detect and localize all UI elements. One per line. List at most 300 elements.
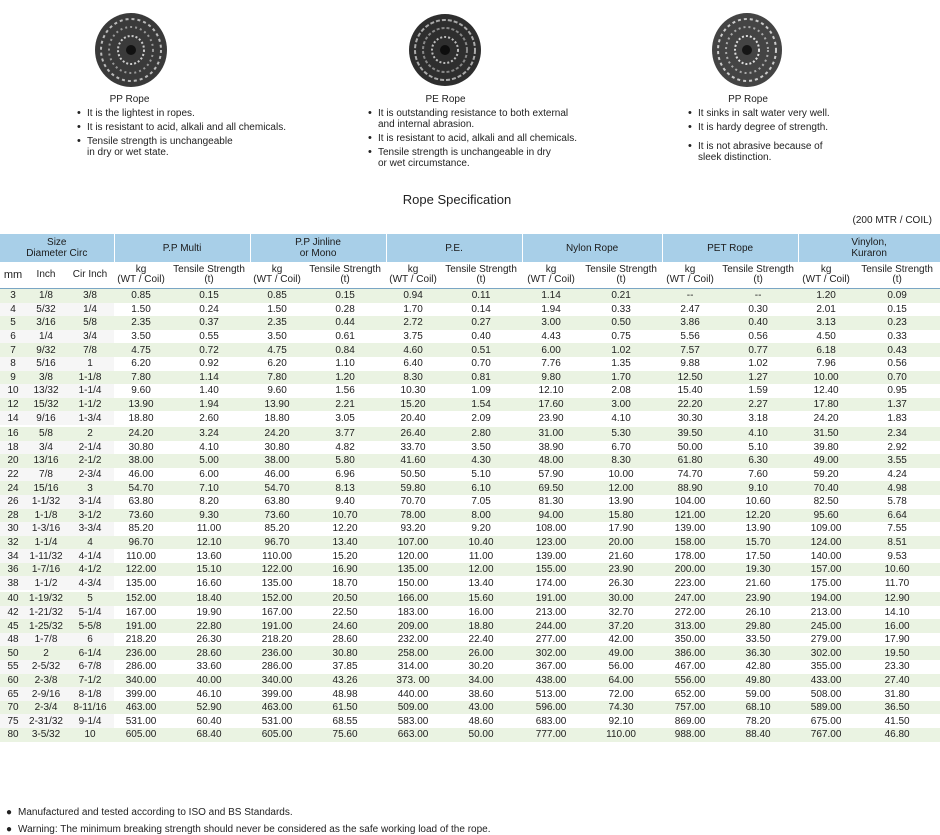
- table-cell: 3.05: [304, 411, 386, 426]
- table-cell: 1-1/2: [66, 398, 114, 412]
- kg-subheader: kg (WT / Coil): [798, 262, 854, 289]
- table-cell: 218.20: [250, 633, 304, 647]
- table-cell: 12: [0, 398, 26, 412]
- table-cell: 18: [0, 441, 26, 455]
- table-cell: 0.50: [580, 316, 662, 330]
- table-cell: 46.80: [854, 728, 940, 742]
- table-cell: 0.09: [854, 289, 940, 303]
- table-cell: 767.00: [798, 728, 854, 742]
- table-cell: 110.00: [250, 549, 304, 563]
- table-cell: 3-1/4: [66, 495, 114, 509]
- table-cell: 10.60: [718, 495, 798, 509]
- table-cell: 36.50: [854, 701, 940, 715]
- size-subheader: Inch: [26, 262, 66, 289]
- table-row: [0, 606, 940, 620]
- table-cell: 13.90: [114, 398, 168, 412]
- table-row: [0, 660, 940, 674]
- table-cell: 13.90: [718, 522, 798, 536]
- table-cell: 96.70: [250, 536, 304, 550]
- table-cell: 42: [0, 606, 26, 620]
- table-row: [0, 316, 940, 330]
- table-cell: 583.00: [386, 714, 440, 728]
- table-cell: 13.90: [250, 398, 304, 412]
- table-cell: 28.60: [168, 646, 250, 660]
- header-group: P.P Multi: [114, 234, 250, 262]
- table-cell: 0.15: [854, 303, 940, 317]
- table-cell: 0.85: [250, 289, 304, 303]
- table-cell: 167.00: [114, 606, 168, 620]
- table-cell: 3.13: [798, 316, 854, 330]
- table-cell: 21.60: [580, 549, 662, 563]
- table-cell: 166.00: [386, 591, 440, 606]
- table-cell: 777.00: [522, 728, 580, 742]
- table-cell: 8.20: [168, 495, 250, 509]
- table-cell: 108.00: [522, 522, 580, 536]
- table-cell: --: [718, 289, 798, 303]
- header-group: Nylon Rope: [522, 234, 662, 262]
- table-cell: 2-1/2: [66, 454, 114, 468]
- table-cell: 7/8: [66, 343, 114, 357]
- header-sub-row: [0, 262, 940, 289]
- table-cell: 124.00: [798, 536, 854, 550]
- table-cell: 32.70: [580, 606, 662, 620]
- table-cell: 59.20: [798, 468, 854, 482]
- table-cell: 167.00: [250, 606, 304, 620]
- table-cell: 158.00: [662, 536, 718, 550]
- table-cell: 19.90: [168, 606, 250, 620]
- table-cell: 38.60: [440, 687, 522, 701]
- table-cell: 3.50: [250, 330, 304, 344]
- table-cell: 5.30: [580, 426, 662, 441]
- table-cell: 72.00: [580, 687, 662, 701]
- table-cell: 0.23: [854, 316, 940, 330]
- table-cell: 1.40: [168, 384, 250, 398]
- table-cell: 30.20: [440, 660, 522, 674]
- table-cell: 42.80: [718, 660, 798, 674]
- table-cell: 139.00: [662, 522, 718, 536]
- table-row: [0, 357, 940, 371]
- table-cell: 33.70: [386, 441, 440, 455]
- table-cell: 596.00: [522, 701, 580, 715]
- table-cell: 1-1/4: [66, 384, 114, 398]
- table-cell: 135.00: [386, 563, 440, 577]
- table-cell: 6.96: [304, 468, 386, 482]
- table-cell: 11.00: [168, 522, 250, 536]
- table-cell: 1-25/32: [26, 619, 66, 633]
- table-cell: 1-1/8: [66, 371, 114, 385]
- table-cell: 1.09: [440, 384, 522, 398]
- table-cell: 23.90: [718, 591, 798, 606]
- table-cell: 4.82: [304, 441, 386, 455]
- table-cell: 30.80: [114, 441, 168, 455]
- table-cell: 1/8: [26, 289, 66, 303]
- table-cell: 2.60: [168, 411, 250, 426]
- table-cell: 12.40: [798, 384, 854, 398]
- table-cell: 56.00: [580, 660, 662, 674]
- table-cell: 31.00: [522, 426, 580, 441]
- table-cell: 8.00: [440, 509, 522, 523]
- table-cell: 340.00: [250, 674, 304, 688]
- table-cell: 74.70: [662, 468, 718, 482]
- table-cell: 18.80: [440, 619, 522, 633]
- table-cell: 0.85: [114, 289, 168, 303]
- table-cell: 175.00: [798, 576, 854, 591]
- footnote-text: Warning: The minimum breaking strength should never be considered as the safe working load of the rope.: [18, 824, 491, 835]
- table-cell: 1.10: [304, 357, 386, 371]
- table-cell: 0.51: [440, 343, 522, 357]
- table-cell: 5.78: [854, 495, 940, 509]
- table-cell: 7.57: [662, 343, 718, 357]
- table-cell: 1.20: [798, 289, 854, 303]
- table-cell: 30.80: [250, 441, 304, 455]
- table-cell: 5: [66, 591, 114, 606]
- table-cell: 73.60: [250, 509, 304, 523]
- table-cell: 54.70: [250, 481, 304, 495]
- table-cell: 1/4: [26, 330, 66, 344]
- table-row: [0, 468, 940, 482]
- table-cell: 9.20: [440, 522, 522, 536]
- table-cell: 23.30: [854, 660, 940, 674]
- table-cell: 1.94: [168, 398, 250, 412]
- table-row: [0, 371, 940, 385]
- table-cell: 5/16: [26, 357, 66, 371]
- table-cell: 78.00: [386, 509, 440, 523]
- spec-title: Rope Specification: [402, 192, 512, 207]
- feature-item: • It is the lightest in ropes.: [77, 108, 327, 119]
- table-row: [0, 495, 940, 509]
- table-cell: 0.95: [854, 384, 940, 398]
- table-cell: 0.92: [168, 357, 250, 371]
- table-cell: 683.00: [522, 714, 580, 728]
- table-cell: 49.80: [718, 674, 798, 688]
- table-row: [0, 687, 940, 701]
- table-cell: 4.60: [386, 343, 440, 357]
- table-cell: 4.10: [718, 426, 798, 441]
- table-cell: 2.01: [798, 303, 854, 317]
- table-cell: 7.10: [168, 481, 250, 495]
- table-cell: 350.00: [662, 633, 718, 647]
- table-cell: 14: [0, 411, 26, 426]
- table-cell: 52.90: [168, 701, 250, 715]
- table-cell: 6.20: [114, 357, 168, 371]
- table-cell: 13/16: [26, 454, 66, 468]
- table-cell: 8.51: [854, 536, 940, 550]
- table-cell: 22.40: [440, 633, 522, 647]
- product-pp-rope: [77, 8, 327, 161]
- table-cell: 6.40: [386, 357, 440, 371]
- table-cell: 157.00: [798, 563, 854, 577]
- table-cell: 16.00: [440, 606, 522, 620]
- table-cell: 191.00: [250, 619, 304, 633]
- table-cell: 10.40: [440, 536, 522, 550]
- table-cell: 509.00: [386, 701, 440, 715]
- table-cell: 1-7/8: [26, 633, 66, 647]
- table-cell: 1-7/16: [26, 563, 66, 577]
- table-cell: 28.60: [304, 633, 386, 647]
- table-cell: 663.00: [386, 728, 440, 742]
- table-cell: 0.15: [304, 289, 386, 303]
- table-cell: 2-3/4: [66, 468, 114, 482]
- table-cell: --: [662, 289, 718, 303]
- table-cell: 121.00: [662, 509, 718, 523]
- table-cell: 109.00: [798, 522, 854, 536]
- table-cell: 4.30: [440, 454, 522, 468]
- table-cell: 589.00: [798, 701, 854, 715]
- table-cell: 41.50: [854, 714, 940, 728]
- table-cell: 1-3/16: [26, 522, 66, 536]
- table-cell: 88.90: [662, 481, 718, 495]
- table-cell: 32: [0, 536, 26, 550]
- table-row: [0, 411, 940, 426]
- table-cell: 8.30: [386, 371, 440, 385]
- header-group: P.P Jinline or Mono: [250, 234, 386, 262]
- kg-subheader: kg (WT / Coil): [522, 262, 580, 289]
- table-cell: 64.00: [580, 674, 662, 688]
- table-cell: 513.00: [522, 687, 580, 701]
- table-cell: 5.00: [168, 454, 250, 468]
- table-cell: 3.24: [168, 426, 250, 441]
- table-cell: 80: [0, 728, 26, 742]
- table-cell: 20.50: [304, 591, 386, 606]
- table-cell: 463.00: [114, 701, 168, 715]
- table-cell: 6.00: [522, 343, 580, 357]
- table-cell: 3.18: [718, 411, 798, 426]
- table-cell: 4.50: [798, 330, 854, 344]
- table-cell: 183.00: [386, 606, 440, 620]
- table-cell: 1.20: [304, 371, 386, 385]
- table-cell: 4: [66, 536, 114, 550]
- table-cell: 1/4: [66, 303, 114, 317]
- table-cell: 5/8: [66, 316, 114, 330]
- table-cell: 2.72: [386, 316, 440, 330]
- table-cell: 3.55: [854, 454, 940, 468]
- table-cell: 31.50: [798, 426, 854, 441]
- table-cell: 1-11/32: [26, 549, 66, 563]
- table-cell: 3.50: [114, 330, 168, 344]
- table-cell: 247.00: [662, 591, 718, 606]
- table-cell: 42.00: [580, 633, 662, 647]
- table-cell: 16.90: [304, 563, 386, 577]
- feature-item: • It sinks in salt water very well.: [688, 108, 888, 119]
- table-cell: 6-1/4: [66, 646, 114, 660]
- table-cell: 3.75: [386, 330, 440, 344]
- table-cell: 12.10: [168, 536, 250, 550]
- table-cell: 1-19/32: [26, 591, 66, 606]
- table-cell: 17.90: [854, 633, 940, 647]
- table-row: [0, 426, 940, 441]
- table-cell: 26: [0, 495, 26, 509]
- table-cell: 95.60: [798, 509, 854, 523]
- rope-coil-icon: [92, 8, 170, 90]
- table-cell: 2.47: [662, 303, 718, 317]
- table-cell: 49.00: [798, 454, 854, 468]
- table-cell: 40.00: [168, 674, 250, 688]
- table-cell: 48.00: [522, 454, 580, 468]
- table-cell: 3/16: [26, 316, 66, 330]
- table-row: [0, 619, 940, 633]
- table-cell: 200.00: [662, 563, 718, 577]
- table-cell: 18.40: [168, 591, 250, 606]
- table-cell: 30.80: [304, 646, 386, 660]
- table-cell: 82.50: [798, 495, 854, 509]
- table-cell: 675.00: [798, 714, 854, 728]
- table-cell: 16.00: [854, 619, 940, 633]
- table-cell: 6.10: [440, 481, 522, 495]
- table-cell: 1.59: [718, 384, 798, 398]
- table-cell: 10.00: [798, 371, 854, 385]
- table-cell: 152.00: [250, 591, 304, 606]
- table-cell: 78.20: [718, 714, 798, 728]
- table-cell: 13/32: [26, 384, 66, 398]
- table-cell: 302.00: [522, 646, 580, 660]
- table-cell: 1.54: [440, 398, 522, 412]
- table-cell: 232.00: [386, 633, 440, 647]
- table-cell: 41.60: [386, 454, 440, 468]
- table-cell: 73.60: [114, 509, 168, 523]
- table-cell: 2-9/16: [26, 687, 66, 701]
- table-cell: 18.80: [250, 411, 304, 426]
- table-cell: 15/16: [26, 481, 66, 495]
- size-subheader: mm: [0, 262, 26, 289]
- table-cell: 3.00: [580, 398, 662, 412]
- table-cell: 37.85: [304, 660, 386, 674]
- table-cell: 15.80: [580, 509, 662, 523]
- table-cell: 2.92: [854, 441, 940, 455]
- table-cell: 70.40: [798, 481, 854, 495]
- table-cell: 6.30: [718, 454, 798, 468]
- table-cell: 150.00: [386, 576, 440, 591]
- table-cell: 75: [0, 714, 26, 728]
- table-cell: 9.10: [718, 481, 798, 495]
- table-cell: 16: [0, 426, 26, 441]
- table-cell: 12.90: [854, 591, 940, 606]
- table-cell: 652.00: [662, 687, 718, 701]
- table-cell: 7.55: [854, 522, 940, 536]
- table-cell: 12.00: [440, 563, 522, 577]
- table-cell: 26.30: [168, 633, 250, 647]
- table-cell: 12.50: [662, 371, 718, 385]
- table-row: [0, 549, 940, 563]
- table-row: [0, 384, 940, 398]
- table-cell: 3/8: [26, 371, 66, 385]
- table-cell: 3-1/2: [66, 509, 114, 523]
- table-cell: 2: [26, 646, 66, 660]
- table-cell: 5-1/4: [66, 606, 114, 620]
- table-cell: 22.80: [168, 619, 250, 633]
- table-cell: 386.00: [662, 646, 718, 660]
- table-cell: 0.61: [304, 330, 386, 344]
- table-cell: 48.60: [440, 714, 522, 728]
- header-group: Size Diameter Circ: [0, 234, 114, 262]
- table-cell: 16.60: [168, 576, 250, 591]
- table-cell: 23.90: [580, 563, 662, 577]
- table-cell: 1-1/2: [26, 576, 66, 591]
- table-cell: 1.02: [580, 343, 662, 357]
- table-cell: 22.20: [662, 398, 718, 412]
- table-cell: 135.00: [114, 576, 168, 591]
- table-cell: 104.00: [662, 495, 718, 509]
- table-cell: 0.70: [854, 371, 940, 385]
- table-cell: 65: [0, 687, 26, 701]
- table-cell: 23.90: [522, 411, 580, 426]
- table-cell: 50.50: [386, 468, 440, 482]
- table-cell: 2-3/4: [26, 701, 66, 715]
- table-cell: 2-3/8: [26, 674, 66, 688]
- table-cell: 15.10: [168, 563, 250, 577]
- table-cell: 6.18: [798, 343, 854, 357]
- table-cell: 0.75: [580, 330, 662, 344]
- table-row: [0, 728, 940, 742]
- footnote-standards: [6, 807, 293, 818]
- table-cell: 1.83: [854, 411, 940, 426]
- table-cell: 34.00: [440, 674, 522, 688]
- feature-item: • Tensile strength is unchangeable in dry or wet circumstance.: [368, 147, 608, 169]
- table-cell: 27.40: [854, 674, 940, 688]
- table-cell: 1-1/8: [26, 509, 66, 523]
- table-cell: 50: [0, 646, 26, 660]
- table-cell: 68.10: [718, 701, 798, 715]
- table-cell: 96.70: [114, 536, 168, 550]
- header-group: P.E.: [386, 234, 522, 262]
- tensile-subheader: Tensile Strength (t): [440, 262, 522, 289]
- table-cell: 4.98: [854, 481, 940, 495]
- table-cell: 34: [0, 549, 26, 563]
- table-cell: 605.00: [114, 728, 168, 742]
- table-cell: 302.00: [798, 646, 854, 660]
- table-cell: 213.00: [798, 606, 854, 620]
- table-cell: 88.40: [718, 728, 798, 742]
- product-title: PP Rope: [728, 94, 768, 105]
- table-cell: 85.20: [250, 522, 304, 536]
- table-cell: 120.00: [386, 549, 440, 563]
- table-cell: 36.30: [718, 646, 798, 660]
- table-cell: 355.00: [798, 660, 854, 674]
- table-cell: 9/16: [26, 411, 66, 426]
- table-cell: 15.40: [662, 384, 718, 398]
- tensile-subheader: Tensile Strength (t): [580, 262, 662, 289]
- table-cell: 40: [0, 591, 26, 606]
- table-cell: 0.94: [386, 289, 440, 303]
- table-cell: 6: [66, 633, 114, 647]
- table-cell: 15.60: [440, 591, 522, 606]
- table-cell: 13.60: [168, 549, 250, 563]
- feature-item: • It is not abrasive because of sleek distinction.: [688, 141, 888, 163]
- table-cell: 75.60: [304, 728, 386, 742]
- table-cell: 46.00: [250, 468, 304, 482]
- table-row: [0, 701, 940, 715]
- table-cell: 55: [0, 660, 26, 674]
- table-cell: 556.00: [662, 674, 718, 688]
- table-cell: 61.80: [662, 454, 718, 468]
- table-cell: 122.00: [250, 563, 304, 577]
- table-cell: 5/8: [26, 426, 66, 441]
- table-cell: 11.00: [440, 549, 522, 563]
- table-cell: 0.72: [168, 343, 250, 357]
- table-cell: 70: [0, 701, 26, 715]
- table-row: [0, 343, 940, 357]
- table-cell: 3/4: [66, 330, 114, 344]
- table-cell: 31.80: [854, 687, 940, 701]
- table-row: [0, 303, 940, 317]
- table-cell: 2.34: [854, 426, 940, 441]
- table-cell: 12.20: [718, 509, 798, 523]
- table-cell: 140.00: [798, 549, 854, 563]
- table-cell: 605.00: [250, 728, 304, 742]
- table-cell: 4.10: [580, 411, 662, 426]
- header-group: PET Rope: [662, 234, 798, 262]
- table-cell: 4-3/4: [66, 576, 114, 591]
- product-pe-rope: [368, 8, 608, 172]
